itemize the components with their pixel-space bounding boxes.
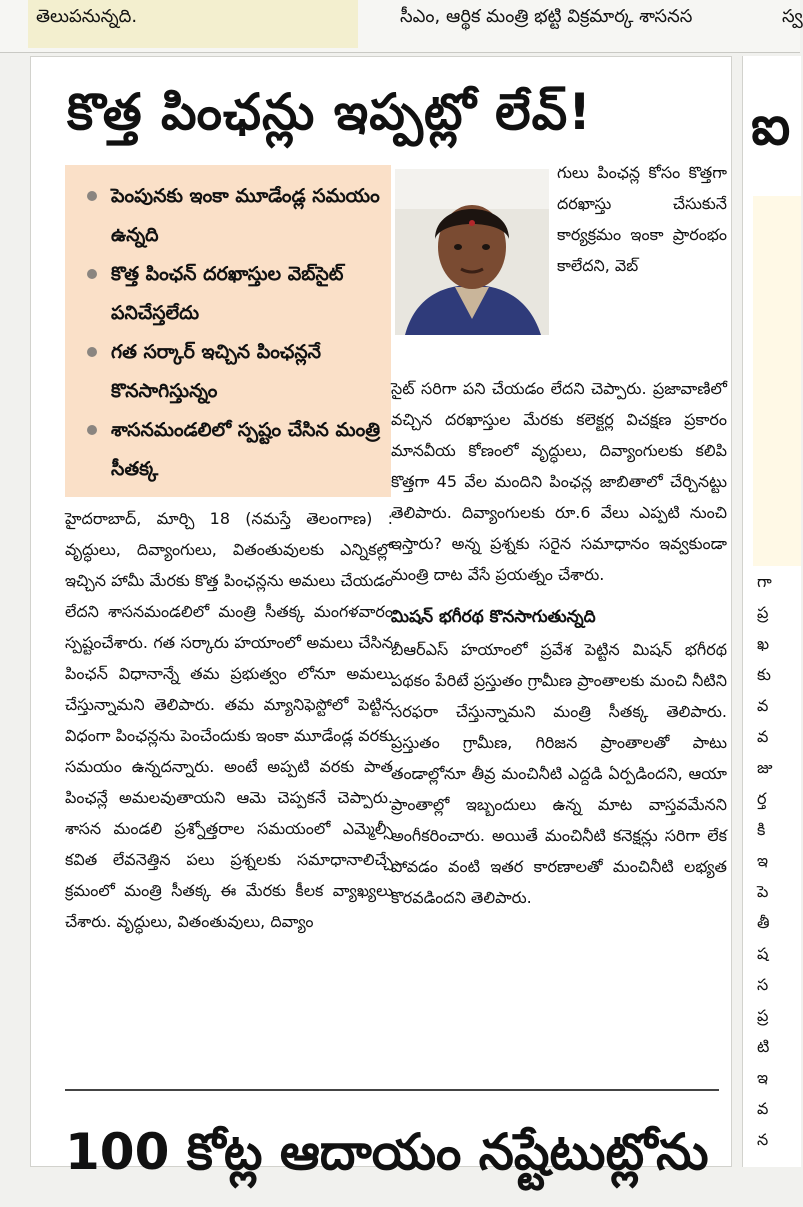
adjacent-text-line: ఇ [757,1068,769,1087]
adjacent-article-strip [742,56,801,1167]
adjacent-text-line: జు [757,758,773,777]
highlight-item [83,177,381,255]
next-article-headline: 100 కోట్ల ఆదాయం నష్టేటుట్లోను [65,1123,709,1181]
adjacent-text-line: వ [757,727,769,746]
adjacent-text-line: న [757,1130,769,1149]
adjacent-text-line: ఇ [757,851,769,870]
minister-photo [395,169,549,335]
highlight-text: శాసనమండలిలో స్పష్టం చేసిన మంత్రి సీతక్క [111,419,381,480]
bullet-icon [87,269,97,279]
person-portrait-icon [395,169,549,335]
adjacent-article-snippet: సీఎం, ఆర్థిక మంత్రి భట్టి విక్రమార్క శాసనస [400,6,693,27]
article-headline: కొత్త పింఛన్లు ఇప్పట్లో లేవ్‌! [67,83,592,141]
adjacent-text-line: ప్ర [757,603,769,622]
highlight-item [83,411,381,489]
adjacent-text-line: ర్త [757,789,767,808]
news-article [30,56,732,1181]
highlights-box [65,165,391,497]
section-body: బీఆర్‌ఎస్‌ హయాంలో ప్రవేశ పెట్టిన మిషన్‌ భగీరథ పథకం పేరిటే ప్రస్తుతం గ్రామీణ ప్రాంతాలకు మంచి నీటిని సరఫరా చేస్తున్నామని మంత్రి సీతక్క తెలిపారు. ప్రస్తుతం గ్రామీణ, గిరిజన ప్రాంతాలతో పాటు తండాల్లోనూ తీవ్ర మంచినీటి ఎద్దడి ఏర్పడిందని, ఆయా ప్రాంతాల్లో ఇబ్బందులు ఉన్న మాట వాస్తవమేనని అంగీకరించారు. అయితే మంచినీటి కనెక్షన్లు సరిగా లేక పోవడం వంటి ఇతర కారణాలతో మంచినీటి లభ్యత కొరవడిందని తెలిపారు. [391,640,727,907]
adjacent-highlight-box [753,196,801,566]
adjacent-headline-glyph: ఐ [751,94,791,157]
adjacent-text-line: కి [757,820,766,839]
adjacent-text-line: స [757,975,769,994]
bullet-icon [87,425,97,435]
section-subheading: మిషన్‌ భగీరథ కొనసాగుతున్నది [391,607,596,627]
adjacent-text-line: టి [757,1037,770,1056]
right-column [391,373,727,913]
left-column-body: హైదరాబాద్‌, మార్చి 18 (నమస్తే తెలంగాణ) : వృద్ధులు, దివ్యాంగులు, వితంతువులకు ఎన్నికల్లో ఇచ్చిన హామీ మేరకు కొత్త పింఛన్లను అమలు చేయడం లేదని శాసనమండలిలో మంత్రి సీతక్క మంగళవారం స్పష్టంచేశారు. గత సర్కారు హయాంలో అమలు చేసిన పింఛన్‌ విధానాన్నే తమ ప్రభుత్వం లోనూ అమలు చేస్తున్నామని తెలిపారు. తమ మ్యానిఫెస్టోలో పెట్టిన విధంగా పింఛన్లను పెంచేందుకు ఇంకా మూడేండ్ల వరకు సమయం ఉన్నదన్నారు. అంటే అప్పటి వరకు పాత పింఛన్లే అమలవుతాయని ఆమె చెప్పకనే చెప్పారు. శాసన మండలి ప్రశ్నోత్తరాల సమయంలో ఎమ్మెల్సీ కవిత లేవనెత్తిన పలు ప్రశ్నలకు సమాధానాలిచ్చే క్రమంలో మంత్రి సీతక్క ఈ మేరకు కీలక వ్యాఖ్యలు చేశారు. వృద్ధులు, వితంతువులు, దివ్యాం [65,509,394,931]
adjacent-text-line: పె [757,882,769,901]
top-strip [0,0,803,53]
adjacent-text-line: వ [757,1099,769,1118]
bullet-icon [87,347,97,357]
adjacent-text-line: కు [757,665,771,684]
prev-article-snippet: తెలుపనున్నది. [28,0,358,48]
wrap-text-beside-photo: గులు పింఛన్ల కోసం కొత్తగా దరఖాస్తు చేసుకునే కార్యక్రమం ఇంకా ప్రారంభం కాలేదని, వెబ్‌ [557,163,727,275]
adjacent-text-line: ప్ర [757,1006,769,1025]
right-edge-snippet: స్వ [782,6,803,27]
article-divider [65,1089,719,1091]
highlight-item [83,333,381,411]
adjacent-text-line: వ [757,696,769,715]
highlight-text: గత సర్కార్‌ ఇచ్చిన పింఛన్లనే కొనసాగిస్తున్నం [111,341,322,402]
adjacent-text-line: తీ [757,913,770,932]
highlight-text: పెంపునకు ఇంకా మూడేండ్ల సమయం ఉన్నది [111,185,380,246]
adjacent-text-line: గా [757,572,772,591]
adjacent-text-line: ష [757,944,769,963]
highlight-text: కొత్త పింఛన్‌ దరఖాస్తుల వెబ్‌సైట్‌ పనిచేస్తలేదు [111,263,344,324]
adjacent-text-line: ఖ [757,634,770,653]
highlights-list [83,177,381,489]
bullet-icon [87,191,97,201]
right-column-body: సైట్‌ సరిగా పని చేయడం లేదని చెప్పారు. ప్రజావాణిలో వచ్చిన దరఖాస్తుల మేరకు కలెక్టర్ల విచక్షణ ప్రకారం మానవీయ కోణంలో వృద్ధులు, దివ్యాంగులకు కలిపి కొత్తగా 45 వేల మందిని పింఛన్ల జాబితాలో చేర్చినట్టు తెలిపారు. దివ్యాంగులకు రూ.6 వేలు ఎప్పటి నుంచి ఇస్తారు? అన్న ప్రశ్నకు సరైన సమాధానం ఇవ్వకుండా మంత్రి దాట వేసే ప్రయత్నం చేశారు. [391,379,727,584]
highlight-item [83,255,381,333]
adjacent-text-lines [757,566,801,1155]
